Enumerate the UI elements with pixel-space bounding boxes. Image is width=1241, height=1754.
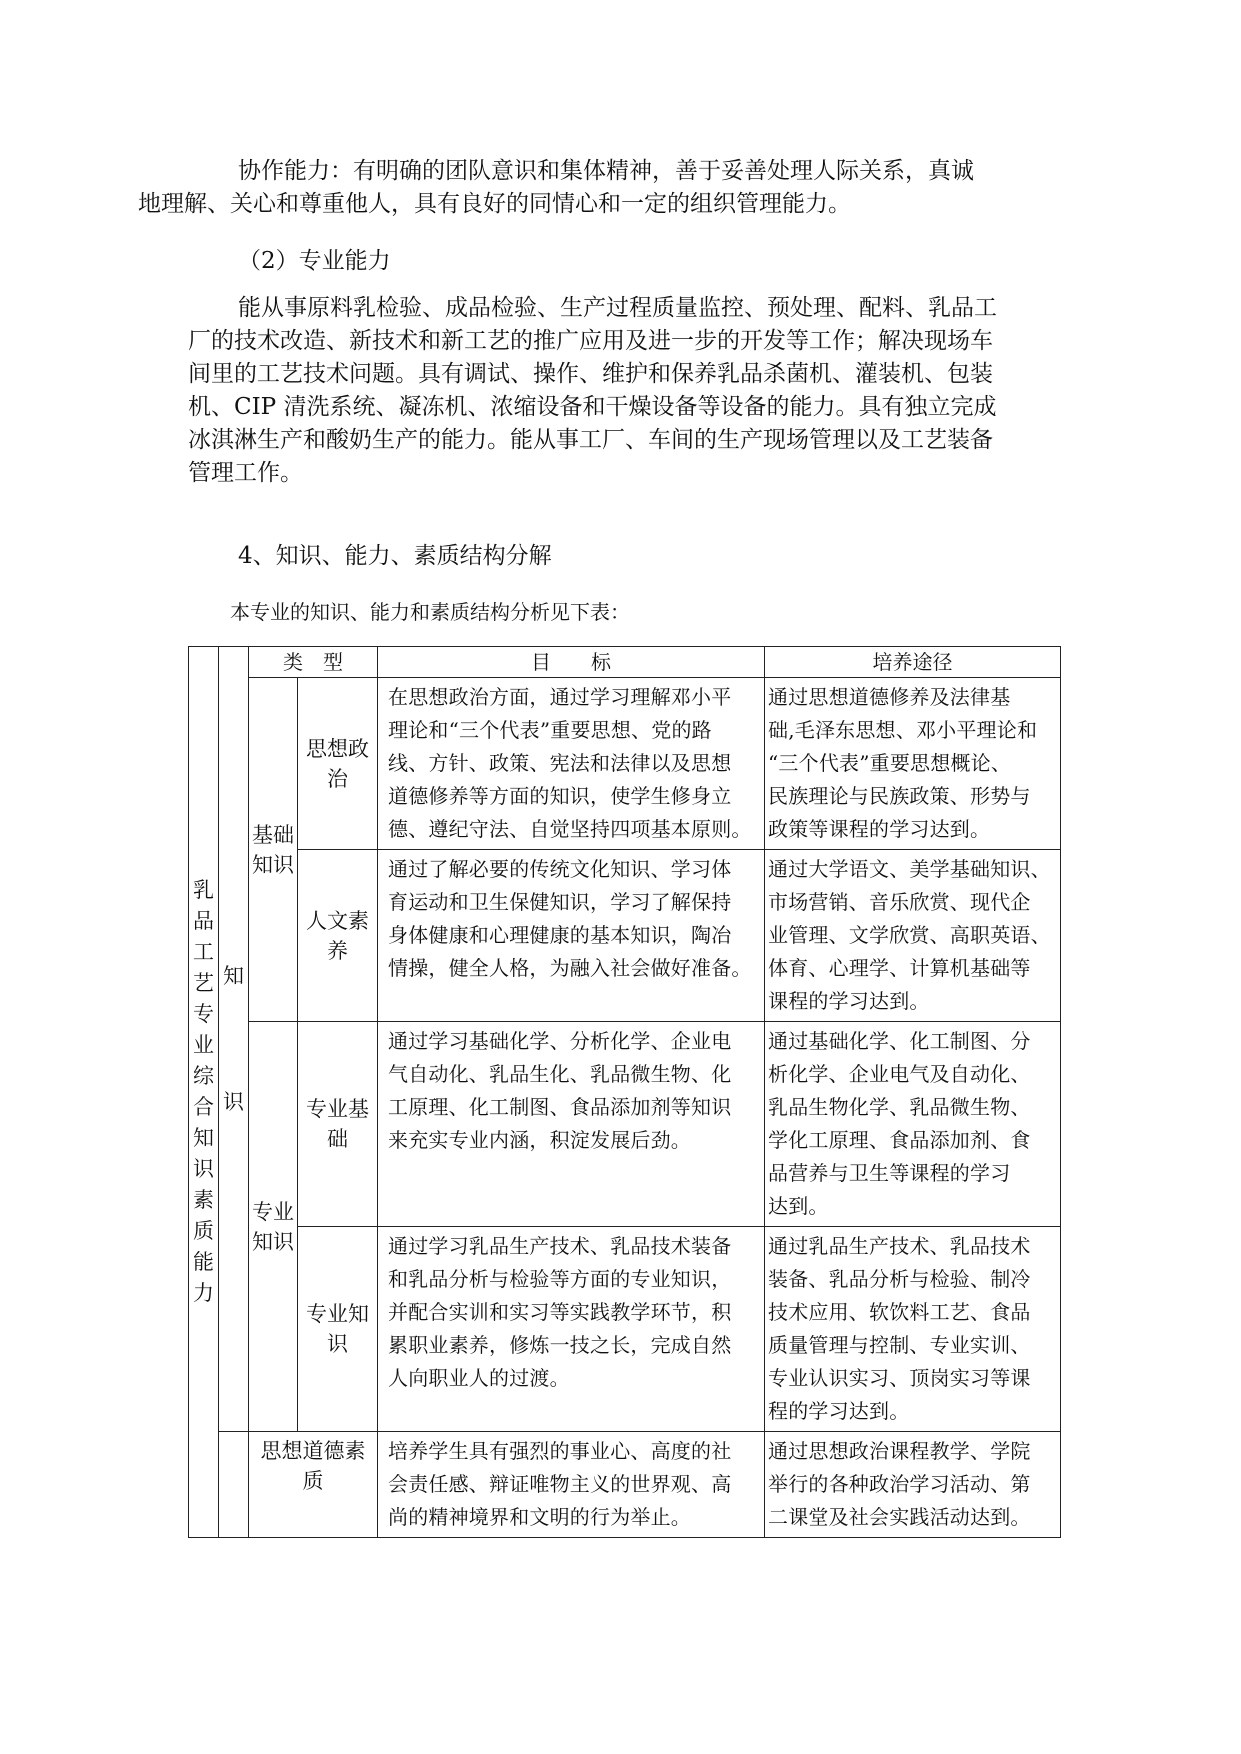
header-type: 类 型 — [249, 647, 378, 678]
text-line: 厂的技术改造、新技术和新工艺的推广应用及进一步的开发等工作；解决现场车 — [188, 328, 993, 354]
row-major-knowledge: 专业知 识 — [298, 1227, 378, 1432]
table-intro: 本专业的知识、能力和素质结构分析见下表： — [230, 600, 630, 624]
group-basic-knowledge: 基础 知识 — [249, 678, 298, 1022]
goal-cell: 通过学习基础化学、分析化学、企业电 气自动化、乳品生化、乳品微生物、化 工原理、化工制图、食品添加剂等知识 来充实专业内涵，积淀发展后劲。 — [378, 1022, 765, 1227]
goal-cell: 培养学生具有强烈的事业心、高度的社 会责任感、辩证唯物主义的世界观、高 尚的精神境界和文明的行为举止。 — [378, 1432, 765, 1538]
text-line: 地理解、关心和尊重他人，具有良好的同情心和一定的组织管理能力。 — [138, 191, 851, 217]
goal-cell: 通过学习乳品生产技术、乳品技术装备 和乳品分析与检验等方面的专业知识， 并配合实训和实习等实践教学环节，积 累职业素养，修炼一技之长，完成自然 人向职业人的过渡。 — [378, 1227, 765, 1432]
header-goal: 目 标 — [378, 647, 765, 678]
row-moral-quality: 思想道德素 质 — [249, 1432, 378, 1538]
goal-cell: 通过了解必要的传统文化知识、学习体 育运动和卫生保健知识，学习了解保持 身体健康和心理健康的基本知识，陶冶 情操，健全人格，为融入社会做好准备。 — [378, 850, 765, 1022]
text-line: 协作能力：有明确的团队意识和集体精神，善于妥善处理人际关系，真诚 — [238, 158, 974, 184]
empty-cell — [219, 1432, 249, 1538]
knowledge-label: 知 识 — [223, 963, 244, 1114]
row-major-basics: 专业基 础 — [298, 1022, 378, 1227]
professional-heading: （2）专业能力 — [238, 248, 391, 274]
knowledge-label-cell — [219, 647, 249, 1432]
cooperation-paragraph — [138, 155, 1060, 221]
row-humanities: 人文素 养 — [298, 850, 378, 1022]
text-line: 机、CIP 清洗系统、凝冻机、浓缩设备和干燥设备等设备的能力。具有独立完成 — [188, 394, 997, 420]
header-path: 培养途径 — [765, 647, 1061, 678]
group-major-knowledge: 专业 知识 — [249, 1022, 298, 1432]
structure-table — [188, 646, 1061, 1538]
goal-cell: 在思想政治方面，通过学习理解邓小平 理论和“三个代表”重要思想、党的路 线、方针、政策、宪法和法律以及思想 道德修养等方面的知识，使学生修身立 德、遵纪守法、自觉坚持四项基本原则。 — [378, 678, 765, 850]
row-ideology: 思想政 治 — [298, 678, 378, 850]
path-cell: 通过大学语文、美学基础知识、 市场营销、音乐欣赏、现代企 业管理、文学欣赏、高职英语、 体育、心理学、计算机基础等 课程的学习达到。 — [765, 850, 1061, 1022]
path-cell: 通过思想政治课程教学、学院 举行的各种政治学习活动、第 二课堂及社会实践活动达到。 — [765, 1432, 1061, 1538]
path-cell: 通过思想道德修养及法律基 础,毛泽东思想、邓小平理论和 “三个代表”重要思想概论、 民族理论与民族政策、形势与 政策等课程的学习达到。 — [765, 678, 1061, 850]
professional-paragraph — [188, 292, 1060, 490]
path-cell: 通过基础化学、化工制图、分 析化学、企业电气及自动化、 乳品生物化学、乳品微生物、 学化工原理、食品添加剂、食 品营养与卫生等课程的学习 达到。 — [765, 1022, 1061, 1227]
text-line: 管理工作。 — [188, 460, 303, 486]
text-line: 间里的工艺技术问题。具有调试、操作、维护和保养乳品杀菌机、灌装机、包装 — [188, 361, 993, 387]
text-line: 冰淇淋生产和酸奶生产的能力。能从事工厂、车间的生产现场管理以及工艺装备 — [188, 427, 993, 453]
path-cell: 通过乳品生产技术、乳品技术 装备、乳品分析与检验、制冷 技术应用、软饮料工艺、食品 质量管理与控制、专业实训、 专业认识实习、顶岗实习等课 程的学习达到。 — [765, 1227, 1061, 1432]
text-line: 能从事原料乳检验、成品检验、生产过程质量监控、预处理、配料、乳品工 — [238, 295, 997, 321]
outer-label-cell — [189, 647, 219, 1538]
section-heading: 4、知识、能力、素质结构分解 — [238, 543, 552, 569]
outer-label: 乳 品 工 艺 专 业 综 合 知 识 素 质 能 力 — [193, 878, 214, 1305]
